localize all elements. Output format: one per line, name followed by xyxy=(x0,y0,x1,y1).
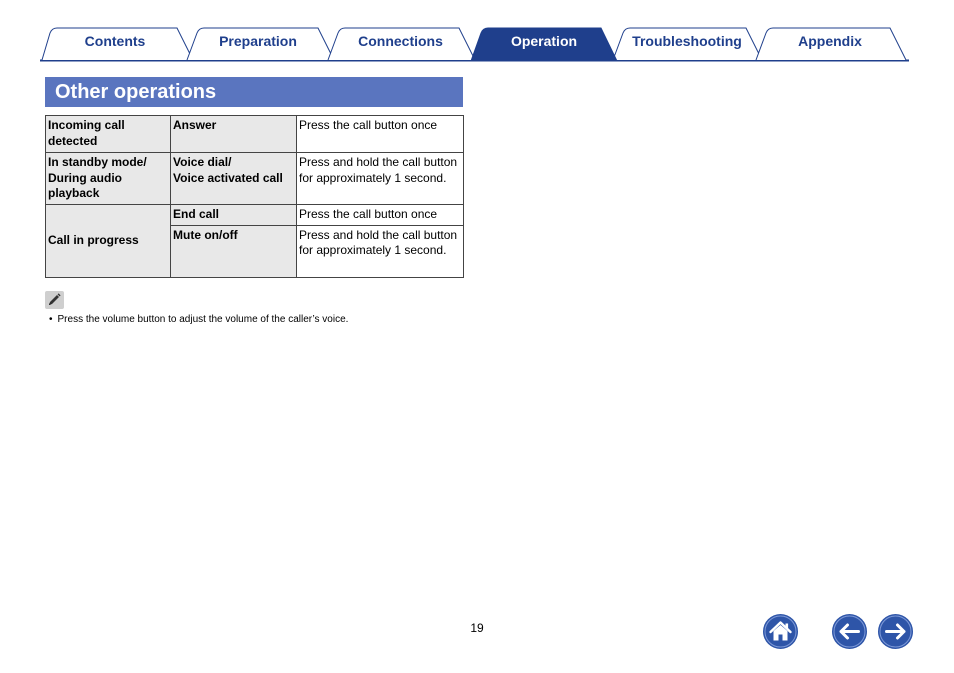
home-icon xyxy=(762,613,799,650)
tab-operation[interactable]: Operation xyxy=(510,33,578,49)
tab-troubleshooting[interactable]: Troubleshooting xyxy=(632,33,742,49)
note-bullet: • xyxy=(49,314,53,325)
pencil-icon xyxy=(45,291,64,309)
action-cell: Answer xyxy=(171,116,297,153)
tab-appendix[interactable]: Appendix xyxy=(798,33,862,49)
tab-contents[interactable]: Contents xyxy=(84,33,146,49)
table-row xyxy=(46,205,464,226)
back-button[interactable] xyxy=(831,613,868,650)
page-number: 19 xyxy=(470,621,484,635)
situation-cell: In standby mode/ During audio playback xyxy=(46,153,171,205)
tab-connections[interactable]: Connections xyxy=(358,33,443,49)
action-cell: Mute on/off xyxy=(171,225,297,277)
table-row xyxy=(46,116,464,153)
action-cell xyxy=(171,153,297,205)
tab-bar xyxy=(0,0,954,64)
table-row xyxy=(46,153,464,205)
note-text: Press the volume button to adjust the volume of the caller’s voice. xyxy=(57,314,349,325)
method-cell: Press and hold the call button for approximately 1 second. xyxy=(297,225,464,277)
method-cell: Press and hold the call button for approximately 1 second. xyxy=(297,153,464,205)
method-cell: Press the call button once xyxy=(297,205,464,226)
note-item xyxy=(49,314,348,326)
tab-preparation[interactable]: Preparation xyxy=(219,33,297,49)
method-cell: Press the call button once xyxy=(297,116,464,153)
action-line: Voice activated call xyxy=(173,170,283,185)
action-line: Voice dial/ xyxy=(173,155,232,169)
section-title: Other operations xyxy=(45,77,463,107)
situation-cell: Incoming call detected xyxy=(46,116,171,153)
situation-cell: Call in progress xyxy=(46,205,171,278)
arrow-left-icon xyxy=(831,613,868,650)
home-button[interactable] xyxy=(762,613,799,650)
operations-table xyxy=(45,115,464,278)
arrow-right-icon xyxy=(877,613,914,650)
action-cell: End call xyxy=(171,205,297,226)
forward-button[interactable] xyxy=(877,613,914,650)
